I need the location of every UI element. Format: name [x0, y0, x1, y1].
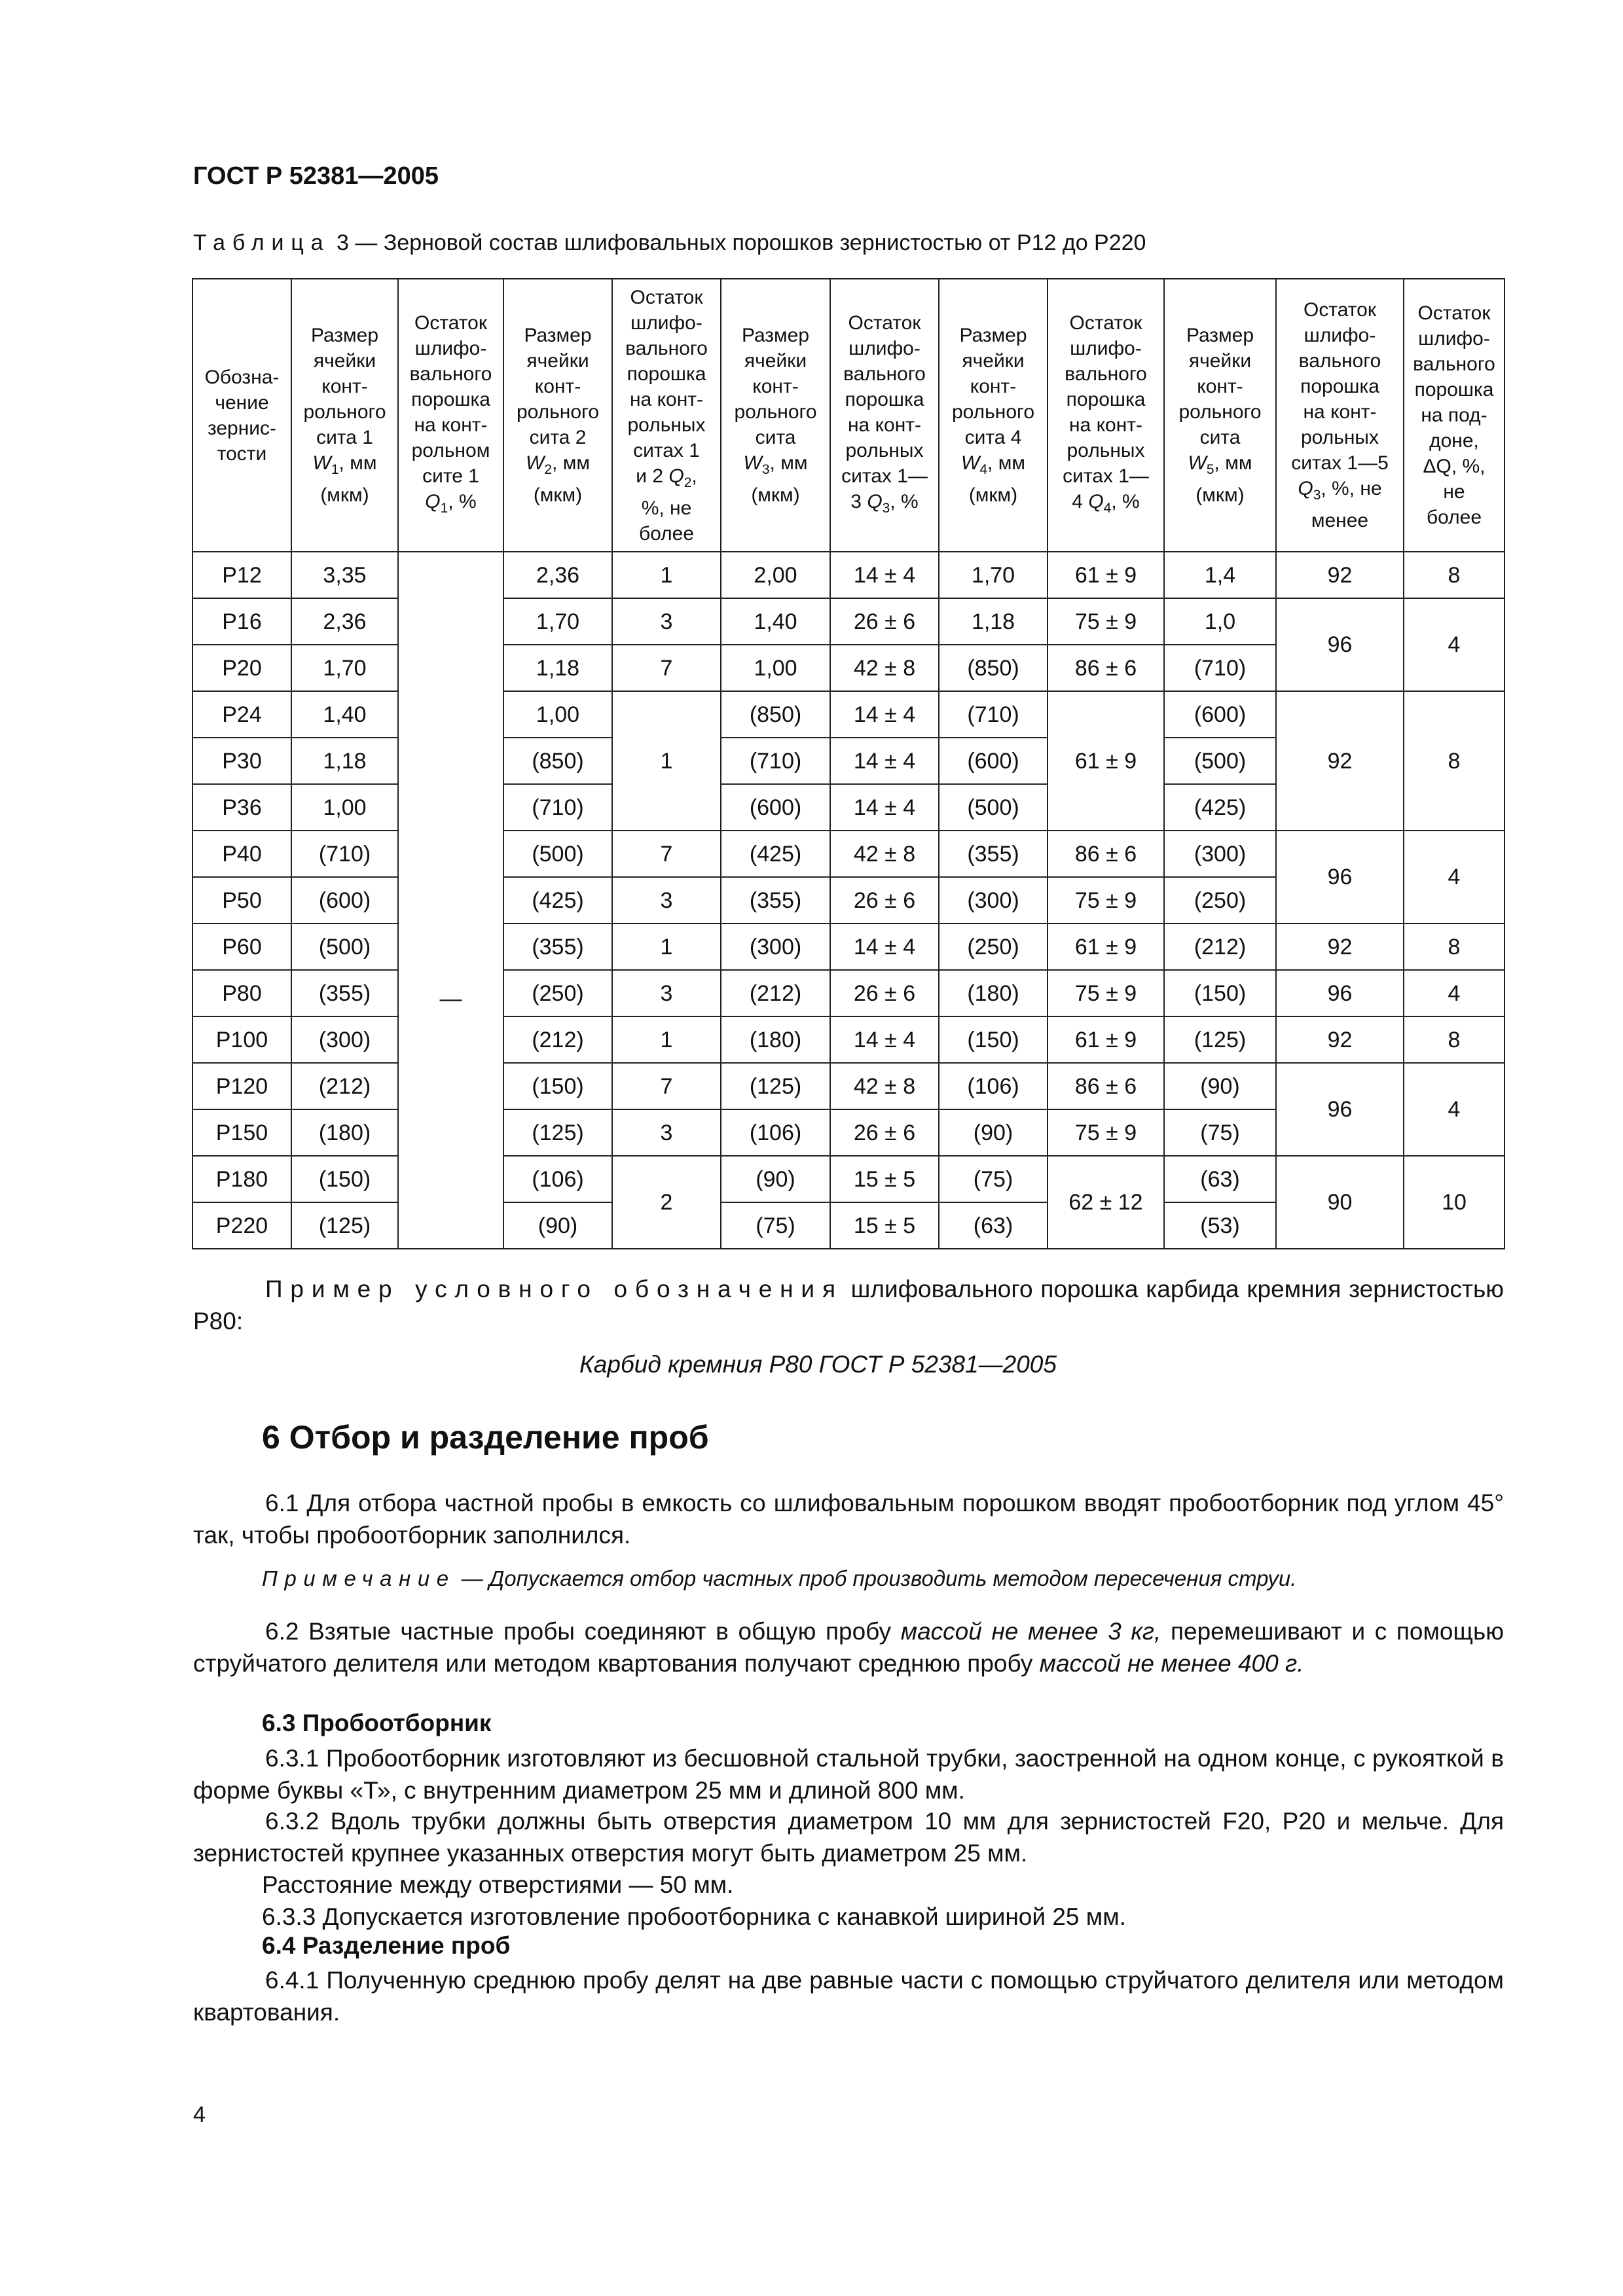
- header-sieves13-residue: Остаток шлифо- вального порошка на конт- рольных ситах 1— 3 $Q_3$, %: [830, 279, 939, 552]
- table-cell: 86 ± 6: [1048, 645, 1164, 691]
- table-cell: (300): [1164, 831, 1276, 877]
- table-cell: 7: [612, 645, 721, 691]
- table-cell: 7: [612, 1063, 721, 1109]
- table-row: [192, 1156, 1504, 1202]
- table-cell: 1,00: [721, 645, 830, 691]
- table-cell: 1,18: [939, 598, 1048, 645]
- table-cell: 4: [1404, 598, 1504, 691]
- table-cell: (106): [721, 1109, 830, 1156]
- table-row: [192, 1063, 1504, 1109]
- table-cell: Р16: [192, 598, 291, 645]
- table-cell: 86 ± 6: [1048, 1063, 1164, 1109]
- table-cell: (90): [721, 1156, 830, 1202]
- table-cell: (500): [939, 784, 1048, 831]
- table-cell: (710): [1164, 645, 1276, 691]
- table-cell: 86 ± 6: [1048, 831, 1164, 877]
- table-cell: (600): [721, 784, 830, 831]
- header-sieves15-residue: Остаток шлифо- вального порошка на конт- рольных ситах 1—5 $Q_3$, %, не менее: [1276, 279, 1404, 552]
- table-cell: (90): [503, 1202, 612, 1249]
- sieve1-residue-cell: —: [398, 552, 503, 1249]
- table-cell: Р36: [192, 784, 291, 831]
- table-cell: (710): [939, 691, 1048, 738]
- table-cell: (125): [1164, 1016, 1276, 1063]
- paragraph-6-1: 6.1 Для отбора частной пробы в емкость со шлифовальным порошком вводят пробоотборник под углом 45° так, чтобы пробоотборник заполнился.: [193, 1490, 1504, 1549]
- table-cell: 61 ± 9: [1048, 1016, 1164, 1063]
- header-sieve1-size: Размер ячейки конт- рольного сита 1 $W_1$, мм (мкм): [291, 279, 398, 552]
- table-cell: 75 ± 9: [1048, 1109, 1164, 1156]
- table-cell: 1: [612, 924, 721, 970]
- table-cell: 1,70: [503, 598, 612, 645]
- table-cell: 14 ± 4: [830, 1016, 939, 1063]
- table-cell: (75): [939, 1156, 1048, 1202]
- table-row: [192, 1016, 1504, 1063]
- table-cell: 96: [1276, 1063, 1404, 1156]
- table-cell: Р20: [192, 645, 291, 691]
- paragraph-6-3-2-distance: Расстояние между отверстиями — 50 мм.: [262, 1871, 734, 1898]
- table-cell: (150): [291, 1156, 398, 1202]
- table-cell: (90): [939, 1109, 1048, 1156]
- table-cell: (63): [1164, 1156, 1276, 1202]
- table-cell: (212): [503, 1016, 612, 1063]
- note-text: — Допускается отбор частных проб производить методом пересечения струи.: [455, 1566, 1297, 1590]
- table-cell: 92: [1276, 1016, 1404, 1063]
- table-cell: 1,4: [1164, 552, 1276, 598]
- table-cell: Р24: [192, 691, 291, 738]
- table-cell: 3: [612, 970, 721, 1016]
- table-cell: (355): [503, 924, 612, 970]
- table-cell: Р180: [192, 1156, 291, 1202]
- table-cell: Р40: [192, 831, 291, 877]
- table-cell: (500): [291, 924, 398, 970]
- table-cell: 1,40: [291, 691, 398, 738]
- example-text: шлифовального порошка карбида кремния зернистостью Р80:: [193, 1276, 1504, 1335]
- table-cell: 62 ± 12: [1048, 1156, 1164, 1249]
- table-cell: 96: [1276, 970, 1404, 1016]
- paragraph-6-3-1: 6.3.1 Пробоотборник изготовляют из бесшовной стальной трубки, заостренной на одном конце, с рукояткой в форме буквы «Т», с внутренним диаметром 25 мм и длиной 800 мм.: [193, 1745, 1504, 1804]
- note: [262, 1566, 1296, 1591]
- table-cell: (850): [721, 691, 830, 738]
- table-cell: (355): [939, 831, 1048, 877]
- note-lead: Примечание: [262, 1566, 456, 1590]
- table-cell: 1,18: [503, 645, 612, 691]
- table-cell: 15 ± 5: [830, 1156, 939, 1202]
- table-cell: 61 ± 9: [1048, 924, 1164, 970]
- table-cell: (75): [721, 1202, 830, 1249]
- table-cell: 8: [1404, 1016, 1504, 1063]
- table-cell: (250): [1164, 877, 1276, 924]
- paragraph-6-3-2: 6.3.2 Вдоль трубки должны быть отверстия диаметром 10 мм для зернистостей F20, Р20 и мельче. Для зернистостей крупнее указанных отверстия могут быть диаметром 25 мм.: [193, 1808, 1504, 1867]
- table-cell: 75 ± 9: [1048, 598, 1164, 645]
- table-cell: (355): [721, 877, 830, 924]
- table-cell: 1,00: [503, 691, 612, 738]
- table-caption-number: 3: [336, 230, 349, 255]
- table-cell: Р100: [192, 1016, 291, 1063]
- table-row: [192, 924, 1504, 970]
- table-cell: (180): [939, 970, 1048, 1016]
- table-cell: 2,00: [721, 552, 830, 598]
- table-cell: (710): [503, 784, 612, 831]
- table-cell: 1,0: [1164, 598, 1276, 645]
- table-cell: 42 ± 8: [830, 831, 939, 877]
- table-row: [192, 552, 1504, 598]
- header-pan-residue: Остаток шлифо- вального порошка на под- доне, ΔQ, %, не более: [1404, 279, 1504, 552]
- table-cell: 15 ± 5: [830, 1202, 939, 1249]
- table-cell: 90: [1276, 1156, 1404, 1249]
- table-cell: (75): [1164, 1109, 1276, 1156]
- table-cell: 42 ± 8: [830, 645, 939, 691]
- table-cell: (710): [721, 738, 830, 784]
- table-cell: (425): [721, 831, 830, 877]
- table-cell: 42 ± 8: [830, 1063, 939, 1109]
- table-cell: 3: [612, 1109, 721, 1156]
- table-cell: 10: [1404, 1156, 1504, 1249]
- table-cell: 26 ± 6: [830, 970, 939, 1016]
- grain-composition-table: [192, 278, 1505, 1249]
- table-cell: (150): [503, 1063, 612, 1109]
- table-row: [192, 970, 1504, 1016]
- table-cell: (106): [939, 1063, 1048, 1109]
- table-cell: 1: [612, 691, 721, 831]
- table-caption: [193, 230, 1146, 256]
- table-cell: (300): [291, 1016, 398, 1063]
- table-cell: (600): [939, 738, 1048, 784]
- table-cell: (63): [939, 1202, 1048, 1249]
- table-cell: 75 ± 9: [1048, 970, 1164, 1016]
- table-cell: Р30: [192, 738, 291, 784]
- table-cell: (250): [503, 970, 612, 1016]
- table-cell: 3,35: [291, 552, 398, 598]
- table-cell: (180): [721, 1016, 830, 1063]
- header-grit-designation: Обозна- чение зернис- тости: [192, 279, 291, 552]
- table-cell: (106): [503, 1156, 612, 1202]
- table-cell: (500): [503, 831, 612, 877]
- header-sieves12-residue: Остаток шлифо- вального порошка на конт- рольных ситах 1 и 2 $Q_2$, %, не более: [612, 279, 721, 552]
- table-cell: (53): [1164, 1202, 1276, 1249]
- header-sieve5-size: Размер ячейки конт- рольного сита $W_5$, мм (мкм): [1164, 279, 1276, 552]
- table-cell: (125): [503, 1109, 612, 1156]
- table-cell: (850): [939, 645, 1048, 691]
- table-cell: (212): [1164, 924, 1276, 970]
- table-caption-prefix: Таблица: [193, 230, 331, 255]
- header-sieve1-residue: Остаток шлифо- вального порошка на конт- рольном сите 1 $Q_1$, %: [398, 279, 503, 552]
- table-cell: (212): [291, 1063, 398, 1109]
- table-cell: (300): [939, 877, 1048, 924]
- table-cell: 1,70: [291, 645, 398, 691]
- table-cell: 1,18: [291, 738, 398, 784]
- table-cell: 1,70: [939, 552, 1048, 598]
- table-cell: (125): [291, 1202, 398, 1249]
- table-cell: (500): [1164, 738, 1276, 784]
- table-cell: 7: [612, 831, 721, 877]
- table-cell: 14 ± 4: [830, 738, 939, 784]
- example-designation: Карбид кремния Р80 ГОСТ Р 52381—2005: [579, 1351, 1057, 1378]
- table-cell: (250): [939, 924, 1048, 970]
- table-cell: (300): [721, 924, 830, 970]
- table-cell: Р60: [192, 924, 291, 970]
- table-cell: 1,40: [721, 598, 830, 645]
- table-cell: 8: [1404, 552, 1504, 598]
- table-cell: 75 ± 9: [1048, 877, 1164, 924]
- table-row: [192, 598, 1504, 645]
- table-cell: (180): [291, 1109, 398, 1156]
- table-cell: 96: [1276, 831, 1404, 924]
- table-cell: 4: [1404, 1063, 1504, 1156]
- table-cell: 92: [1276, 552, 1404, 598]
- table-cell: Р50: [192, 877, 291, 924]
- table-cell: 14 ± 4: [830, 924, 939, 970]
- page-number: 4: [193, 2102, 206, 2127]
- table-cell: 26 ± 6: [830, 877, 939, 924]
- table-cell: 3: [612, 598, 721, 645]
- table-cell: (150): [1164, 970, 1276, 1016]
- table-cell: (850): [503, 738, 612, 784]
- table-cell: 61 ± 9: [1048, 691, 1164, 831]
- table-cell: (710): [291, 831, 398, 877]
- table-cell: (425): [503, 877, 612, 924]
- table-cell: 92: [1276, 924, 1404, 970]
- example-paragraph: [193, 1273, 1504, 1337]
- table-caption-text: — Зерновой состав шлифовальных порошков зернистостью от Р12 до Р220: [348, 230, 1146, 255]
- header-sieve3-size: Размер ячейки конт- рольного сита $W_3$, мм (мкм): [721, 279, 830, 552]
- example-lead: Пример условного обозначения: [265, 1276, 843, 1302]
- table-cell: 3: [612, 877, 721, 924]
- subsection-heading-6-4: 6.4 Разделение проб: [262, 1932, 511, 1959]
- subsection-heading-6-3: 6.3 Пробоотборник: [262, 1710, 492, 1736]
- table-cell: 14 ± 4: [830, 691, 939, 738]
- header-sieve4-size: Размер ячейки конт- рольного сита 4 $W_4$, мм (мкм): [939, 279, 1048, 552]
- table-cell: Р150: [192, 1109, 291, 1156]
- table-cell: (600): [291, 877, 398, 924]
- table-cell: 8: [1404, 924, 1504, 970]
- table-cell: 92: [1276, 691, 1404, 831]
- table-row: [192, 831, 1504, 877]
- table-cell: 4: [1404, 970, 1504, 1016]
- table-cell: 96: [1276, 598, 1404, 691]
- table-cell: 1: [612, 1016, 721, 1063]
- paragraph-6-3-3: 6.3.3 Допускается изготовление пробоотборника с канавкой шириной 25 мм.: [262, 1903, 1126, 1930]
- table-cell: (150): [939, 1016, 1048, 1063]
- section-heading: 6 Отбор и разделение проб: [262, 1419, 709, 1456]
- document-code: ГОСТ Р 52381—2005: [193, 162, 439, 190]
- table-cell: 14 ± 4: [830, 784, 939, 831]
- table-cell: 26 ± 6: [830, 598, 939, 645]
- header-sieve2-size: Размер ячейки конт- рольного сита 2 $W_2$, мм (мкм): [503, 279, 612, 552]
- table-cell: Р12: [192, 552, 291, 598]
- table-cell: 26 ± 6: [830, 1109, 939, 1156]
- table-header-row: [192, 279, 1504, 552]
- table-cell: 1,00: [291, 784, 398, 831]
- table-cell: 61 ± 9: [1048, 552, 1164, 598]
- table-cell: 1: [612, 552, 721, 598]
- table-cell: 2: [612, 1156, 721, 1249]
- table-cell: (425): [1164, 784, 1276, 831]
- table-cell: (125): [721, 1063, 830, 1109]
- table-cell: (90): [1164, 1063, 1276, 1109]
- table-cell: Р120: [192, 1063, 291, 1109]
- header-sieves14-residue: Остаток шлифо- вального порошка на конт- рольных ситах 1— 4 $Q_4$, %: [1048, 279, 1164, 552]
- table-row: [192, 691, 1504, 738]
- table-cell: 14 ± 4: [830, 552, 939, 598]
- table-cell: (600): [1164, 691, 1276, 738]
- paragraph-6-4-1: 6.4.1 Полученную среднюю пробу делят на две равные части с помощью струйчатого делителя или методом квартования.: [193, 1967, 1504, 2026]
- table-cell: 2,36: [503, 552, 612, 598]
- table-cell: Р80: [192, 970, 291, 1016]
- table-cell: (212): [721, 970, 830, 1016]
- table-cell: 4: [1404, 831, 1504, 924]
- table-cell: 2,36: [291, 598, 398, 645]
- table-cell: 8: [1404, 691, 1504, 831]
- table-cell: (355): [291, 970, 398, 1016]
- table-cell: Р220: [192, 1202, 291, 1249]
- paragraph-6-2: 6.2 Взятые частные пробы соединяют в общую пробу массой не менее 3 кг, перемешивают и с помощью струйчатого делителя или методом квартования получают среднюю пробу массой не менее 400 г.: [193, 1618, 1504, 1677]
